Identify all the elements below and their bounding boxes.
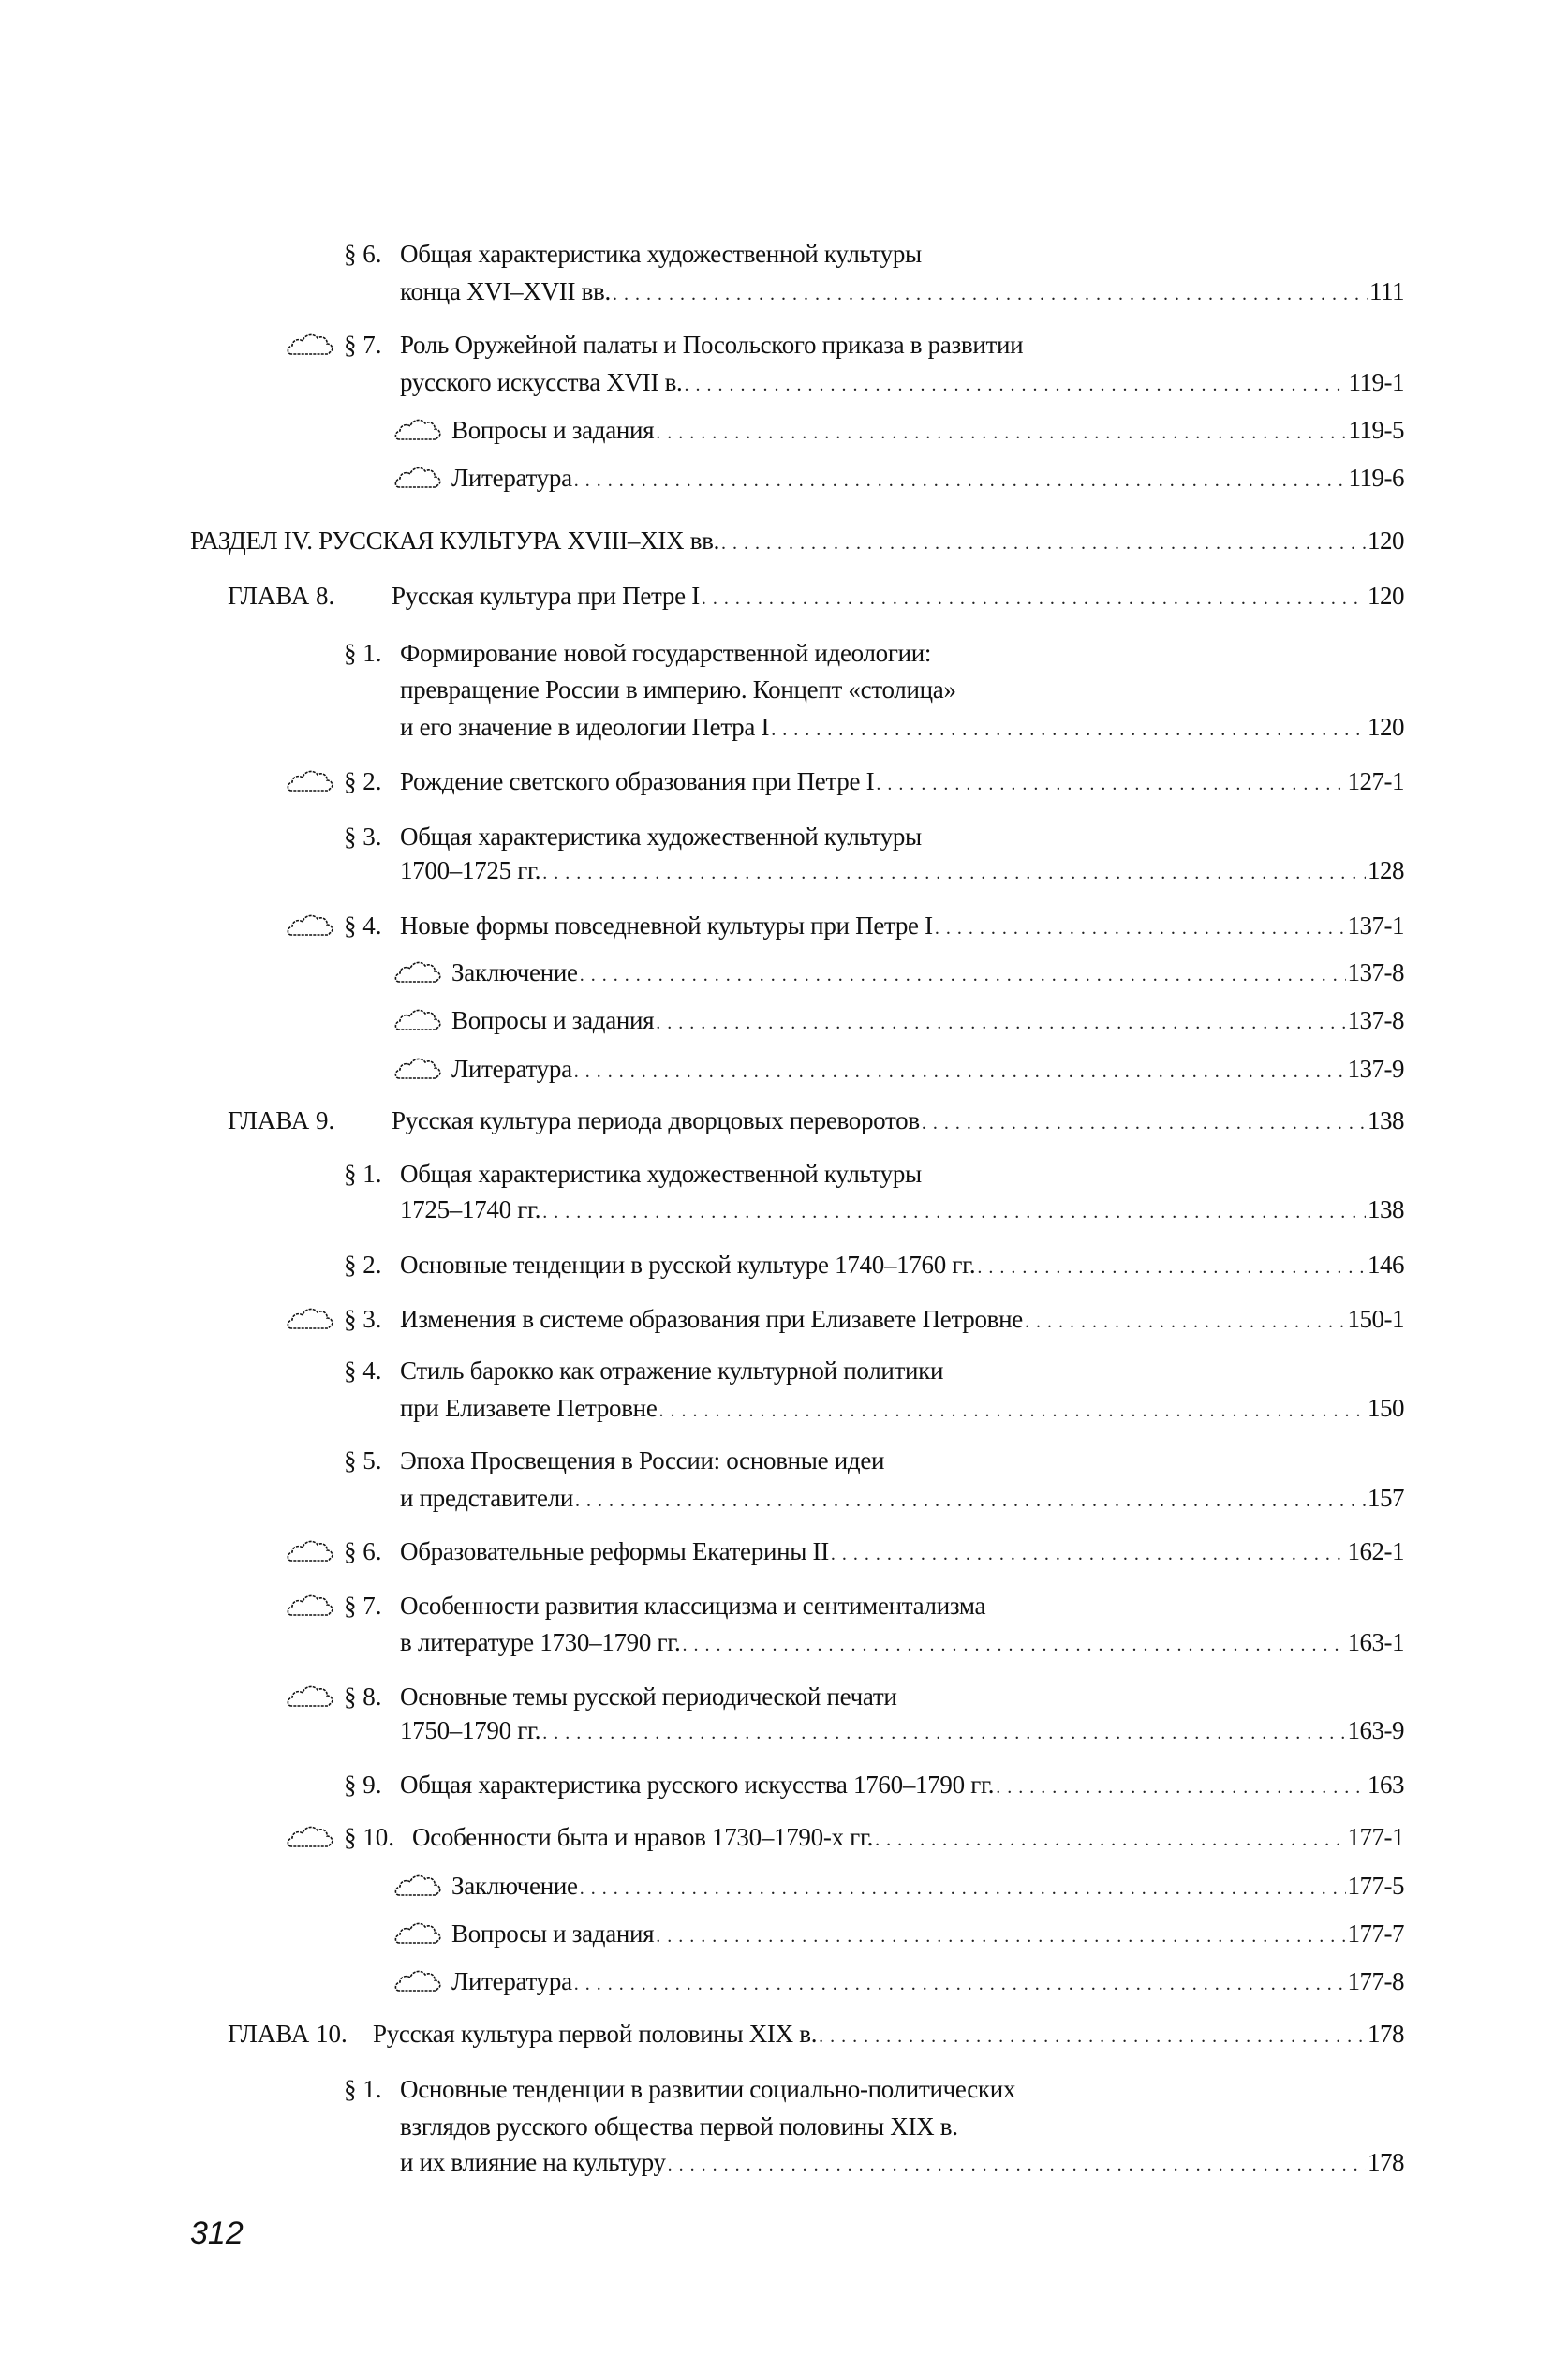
toc-entry-text: в литературе 1730–1790 гг. [400, 1628, 681, 1656]
toc-entry-text: при Елизавете Петровне [400, 1394, 658, 1422]
toc-entry-title [451, 1869, 1404, 1903]
cloud-icon[interactable] [393, 1919, 444, 1947]
toc-page-ref: 177-5 [1347, 1872, 1404, 1900]
dot-leader [685, 368, 1347, 402]
cloud-icon[interactable] [393, 1966, 444, 1994]
toc-entry-title [400, 1680, 897, 1713]
toc-page-ref: 177-1 [1347, 1823, 1404, 1851]
cloud-icon[interactable] [393, 415, 444, 443]
toc-entry-text: и представители [400, 1484, 574, 1512]
toc-page-ref: 137-8 [1347, 1006, 1404, 1034]
toc-page-ref: 163 [1368, 1771, 1404, 1799]
toc-entry-text: конца XVI–XVII вв. [400, 277, 611, 305]
toc-entry-text: и их влияние на культуру [400, 2148, 666, 2176]
toc-entry-text: русского искусства XVII в. [400, 368, 683, 396]
toc-entry-title [392, 579, 1404, 613]
toc-entry-text: Общая характеристика художественной культуры [400, 822, 922, 851]
dot-leader [702, 582, 1366, 615]
toc-entry-title [451, 1052, 1404, 1086]
toc-page-ref: 163-1 [1347, 1628, 1404, 1656]
cloud-icon[interactable] [393, 1871, 444, 1899]
toc-entry-text: Изменения в системе образования при Елизавете Петровне [400, 1305, 1023, 1333]
section-number: § 8. [344, 1682, 382, 1711]
section-number: § 9. [344, 1771, 382, 1799]
section-number: § 2. [344, 767, 382, 795]
toc-entry-title [412, 1820, 1404, 1854]
chapter-label: ГЛАВА 9. [228, 1106, 335, 1134]
toc-entry-text: Русская культура первой половины XIX в. [373, 2020, 818, 2048]
section-number: § 10. [344, 1823, 394, 1851]
toc-page-ref: 163-9 [1347, 1716, 1404, 1744]
toc-entry-text: Эпоха Просвещения в России: основные идеи [400, 1446, 885, 1474]
toc-entry-title [400, 820, 922, 853]
section-number: § 1. [344, 2075, 382, 2103]
section-number: § 7. [344, 331, 382, 359]
toc-page-ref: 119-6 [1348, 464, 1404, 492]
toc-entry-title [400, 1302, 1404, 1336]
section-number: § 6. [344, 240, 382, 268]
dot-leader [819, 2020, 1366, 2053]
dot-leader [613, 277, 1368, 311]
toc-page-ref: 127-1 [1347, 767, 1404, 795]
toc-entry-continuation [400, 1391, 1404, 1425]
section-number: § 7. [344, 1592, 382, 1620]
toc-entry-title [400, 1444, 884, 1477]
cloud-icon[interactable] [286, 1822, 336, 1850]
toc-entry-text: Заключение [451, 958, 578, 986]
chapter-label: ГЛАВА 8. [228, 582, 335, 610]
toc-page-ref: 111 [1369, 277, 1404, 305]
section-number: § 2. [344, 1251, 382, 1279]
toc-entry-title [400, 328, 1023, 362]
toc-entry-text: Вопросы и задания [451, 1919, 655, 1948]
toc-entry-text: Основные темы русской периодической печати [400, 1682, 897, 1711]
toc-page-ref: 137-1 [1347, 911, 1404, 940]
toc-page-ref: 157 [1368, 1484, 1404, 1512]
toc-page-ref: 120 [1368, 526, 1404, 555]
cloud-icon[interactable] [286, 1682, 336, 1710]
toc-entry-text: Стиль барокко как отражение культурной политики [400, 1356, 944, 1385]
dot-leader [771, 713, 1366, 747]
section-number: § 4. [344, 911, 382, 940]
toc-entry-continuation [400, 1481, 1404, 1515]
toc-entry-continuation [400, 365, 1404, 399]
dot-leader [1025, 1305, 1346, 1339]
toc-entry-text: Общая характеристика русского искусства 1760–1790 гг. [400, 1771, 995, 1799]
toc-entry-title [400, 1589, 985, 1623]
dot-leader [668, 2148, 1366, 2182]
dot-leader [574, 464, 1347, 497]
toc-entry-continuation [400, 710, 1404, 744]
toc-entry-title [400, 1248, 1404, 1282]
cloud-icon[interactable] [286, 766, 336, 794]
toc-entry-title [400, 1768, 1404, 1801]
dot-leader [876, 767, 1345, 801]
toc-entry-continuation [400, 2145, 1404, 2179]
toc-page-ref: 138 [1368, 1195, 1404, 1223]
dot-leader [656, 416, 1346, 450]
toc-page-ref: 120 [1368, 713, 1404, 741]
toc-page-ref: 138 [1368, 1106, 1404, 1134]
toc-entry-text: Особенности развития классицизма и сентиментализма [400, 1592, 986, 1620]
toc-entry-text: Основные тенденции в развитии социально-политических [400, 2075, 1016, 2103]
toc-entry-title [400, 909, 1404, 942]
toc-page-ref: 150 [1368, 1394, 1404, 1422]
toc-entry-text: Вопросы и задания [451, 416, 655, 444]
dot-leader [575, 1484, 1366, 1518]
toc-entry-title [400, 2072, 1015, 2106]
dot-leader [721, 526, 1366, 560]
toc-entry-text: Образовательные реформы Екатерины II [400, 1537, 829, 1565]
dot-leader [659, 1394, 1366, 1428]
toc-entry-continuation [400, 853, 1404, 887]
toc-entry-title [400, 237, 922, 271]
dot-leader [922, 1106, 1366, 1140]
dot-leader [542, 856, 1366, 890]
toc-page-ref: 128 [1368, 856, 1404, 884]
toc-entry-text: Рождение светского образования при Петре I [400, 767, 875, 795]
toc-page-ref: 137-8 [1347, 958, 1404, 986]
toc-entry-text: Вопросы и задания [451, 1006, 655, 1034]
toc-entry-text: Роль Оружейной палаты и Посольского приказа в развитии [400, 331, 1024, 359]
cloud-icon[interactable] [286, 1304, 336, 1332]
toc-entry-continuation [400, 1193, 1404, 1226]
toc-page-ref: 177-8 [1347, 1967, 1404, 1995]
toc-entry-title [400, 1534, 1404, 1568]
toc-entry-continuation [400, 1713, 1404, 1747]
toc-page-ref: 119-1 [1348, 368, 1404, 396]
toc-page-ref: 178 [1368, 2020, 1404, 2048]
dot-leader [542, 1716, 1345, 1750]
toc-entry-title [400, 636, 931, 670]
toc-entry-title [400, 764, 1404, 798]
section-number: § 1. [344, 1160, 382, 1188]
cloud-icon[interactable] [286, 911, 336, 939]
cloud-icon[interactable] [393, 957, 444, 985]
toc-entry-title [451, 413, 1404, 447]
cloud-icon[interactable] [393, 463, 444, 491]
dot-leader [831, 1537, 1346, 1571]
dot-leader [935, 911, 1346, 945]
toc-entry-text: 1725–1740 гг. [400, 1195, 541, 1223]
dot-leader [996, 1771, 1366, 1804]
toc-entry-continuation [400, 673, 956, 706]
section-number: § 4. [344, 1356, 382, 1385]
cloud-icon[interactable] [393, 1054, 444, 1082]
toc-entry-text: Новые формы повседневной культуры при Петре I [400, 911, 933, 940]
section-number: § 1. [344, 639, 382, 667]
toc-entry-title [400, 1157, 922, 1191]
toc-entry-title [451, 461, 1404, 495]
toc-page-ref: 162-1 [1347, 1537, 1404, 1565]
toc-page-ref: 146 [1368, 1251, 1404, 1279]
toc-entry-text: Формирование новой государственной идеологии: [400, 639, 932, 667]
toc-entry-text: РАЗДЕЛ IV. РУССКАЯ КУЛЬТУРА XVIII–XIX вв. [190, 526, 720, 555]
toc-entry-title [373, 2017, 1404, 2051]
dot-leader [580, 1872, 1346, 1905]
section-number: § 3. [344, 822, 382, 851]
toc-entry-continuation [400, 2110, 958, 2143]
toc-entry-title [451, 1917, 1404, 1950]
toc-entry-title [451, 1003, 1404, 1037]
toc-page-ref: 120 [1368, 582, 1404, 610]
dot-leader [656, 1919, 1345, 1953]
toc-entry-text: Заключение [451, 1872, 578, 1900]
section-number: § 5. [344, 1446, 382, 1474]
toc-entry-text: 1750–1790 гг. [400, 1716, 541, 1744]
toc-entry-text: взглядов русского общества первой половины XIX в. [400, 2112, 958, 2141]
toc-entry-text: и его значение в идеологии Петра I [400, 713, 770, 741]
section-number: § 6. [344, 1537, 382, 1565]
dot-leader [875, 1823, 1345, 1857]
dot-leader [542, 1195, 1366, 1229]
toc-entry-title [190, 524, 1404, 557]
toc-entry-text: Общая характеристика художественной культуры [400, 1160, 922, 1188]
chapter-label: ГЛАВА 10. [228, 2020, 348, 2048]
dot-leader [682, 1628, 1345, 1662]
toc-page-ref: 137-9 [1347, 1055, 1404, 1083]
dot-leader [574, 1967, 1346, 2001]
toc-entry-title [451, 956, 1404, 989]
toc-entry-title [392, 1104, 1404, 1137]
toc-entry-text: Особенности быта и нравов 1730–1790-х гг. [412, 1823, 874, 1851]
toc-page-ref: 178 [1368, 2148, 1404, 2176]
toc-page-ref: 119-5 [1348, 416, 1404, 444]
toc-entry-text: превращение России в империю. Концепт «столица» [400, 675, 956, 704]
toc-entry-title [451, 1964, 1404, 1998]
toc-entry-title [400, 1354, 943, 1387]
toc-entry-continuation [400, 1625, 1404, 1659]
cloud-icon[interactable] [393, 1005, 444, 1033]
toc-entry-text: Литература [451, 1055, 572, 1083]
toc-page-ref: 150-1 [1347, 1305, 1404, 1333]
toc-entry-text: Литература [451, 464, 572, 492]
page-number: 312 [190, 2215, 244, 2251]
dot-leader [977, 1251, 1366, 1284]
toc-entry-continuation [400, 274, 1404, 308]
cloud-icon[interactable] [286, 330, 336, 358]
dot-leader [656, 1006, 1345, 1040]
toc-entry-text: Русская культура при Петре I [392, 582, 700, 610]
toc-entry-text: Литература [451, 1967, 572, 1995]
toc-entry-text: 1700–1725 гг. [400, 856, 541, 884]
dot-leader [580, 958, 1346, 992]
cloud-icon[interactable] [286, 1591, 336, 1619]
dot-leader [574, 1055, 1346, 1089]
cloud-icon[interactable] [286, 1536, 336, 1564]
toc-entry-text: Общая характеристика художественной культуры [400, 240, 922, 268]
toc-entry-text: Основные тенденции в русской культуре 1740–1760 гг. [400, 1251, 976, 1279]
toc-page-ref: 177-7 [1347, 1919, 1404, 1948]
section-number: § 3. [344, 1305, 382, 1333]
toc-entry-text: Русская культура периода дворцовых переворотов [392, 1106, 920, 1134]
